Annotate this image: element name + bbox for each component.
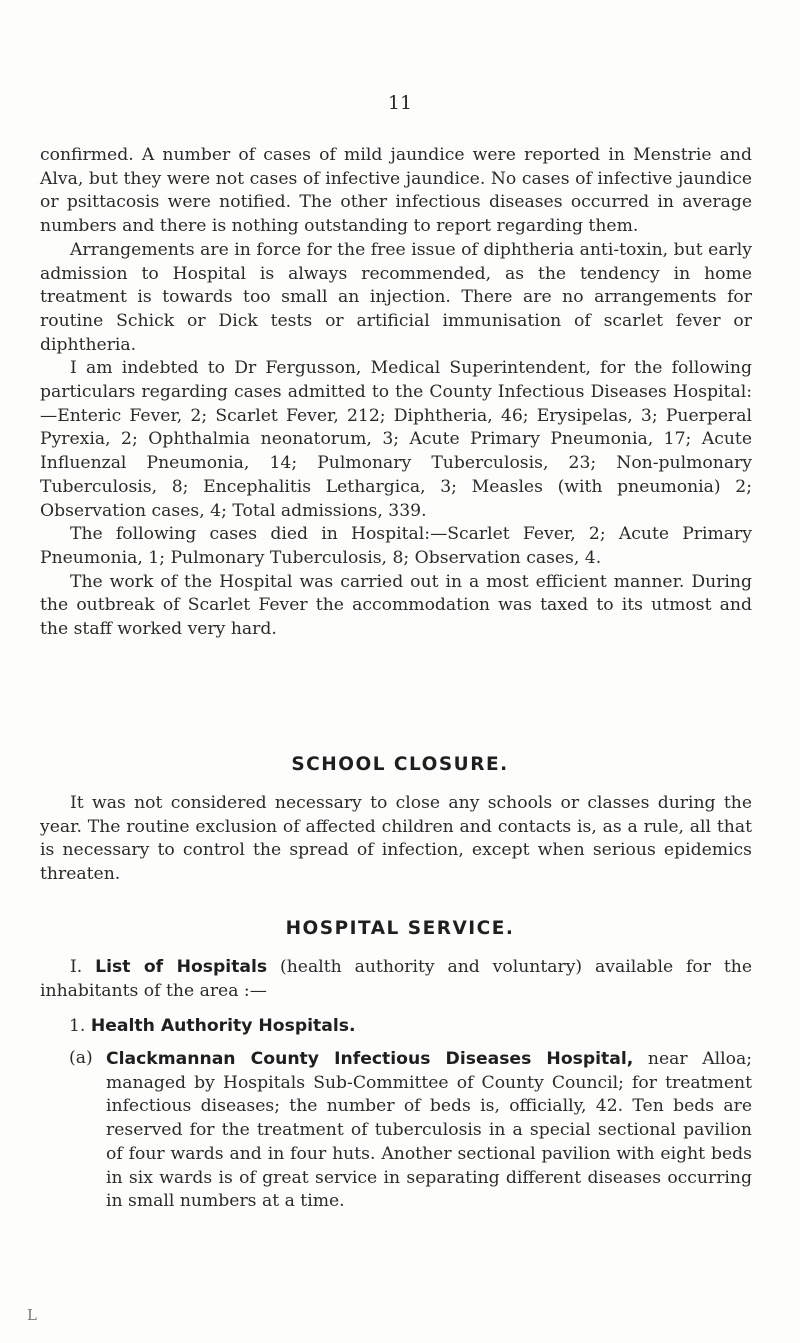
health-authority-hospitals-title: Health Authority Hospitals. xyxy=(90,1016,356,1036)
clackmannan-hospital-entry xyxy=(106,1048,752,1214)
paragraph-deaths: The following cases died in Hospital:—Scarlet Fever, 2; Acute Primary Pneumonia, 1; Pulmonary Tuberculosis, 8; Observation cases, 4. xyxy=(40,524,752,568)
heading-school-closure: SCHOOL CLOSURE. xyxy=(291,754,509,775)
paragraph-school-closure: It was not considered necessary to close any schools or classes during the year. The routine exclusion of affected children and contacts is, as a rule, all that is necessary to control the spread of infection, except when serious epidemics threaten. xyxy=(40,793,752,885)
list-of-hospitals-text: (health authority and voluntary) available for the inhabitants of the area :— xyxy=(40,957,753,1001)
item-number-1: 1. xyxy=(69,1016,86,1036)
item-marker-a: (a) xyxy=(69,1048,93,1068)
list-hospitals-intro xyxy=(40,956,752,1003)
heading-hospital-service: HOSPITAL SERVICE. xyxy=(285,918,515,939)
health-authority-hospitals-line xyxy=(69,1015,356,1039)
paragraph-diphtheria-antitoxin: Arrangements are in force for the free issue of diphtheria anti-toxin, but early admission to Hospital is always recommended, as the tendency in home treatment is towards too small an injection. There are no arrangements for routine Schick or Dick tests or artificial immunisation of scarlet fever or diphtheria. xyxy=(40,239,752,355)
paragraph-hospital-work: The work of the Hospital was carried out in a most efficient manner. During the outbreak of Scarlet Fever the accommodation was taxed to its utmost and the staff worked very hard. xyxy=(40,571,752,640)
body-text-school-closure xyxy=(40,792,752,887)
item-number-I: I. xyxy=(70,957,83,977)
body-text-top xyxy=(40,144,752,642)
clackmannan-hospital-title: Clackmannan County Infectious Diseases Hospital, xyxy=(106,1049,634,1069)
corner-mark: L xyxy=(27,1306,37,1324)
list-of-hospitals-title: List of Hospitals xyxy=(95,957,268,977)
paragraph-admissions: I am indebted to Dr Fergusson, Medical Superintendent, for the following particulars regarding cases admitted to the County Infectious Diseases Hospital:—Enteric Fever, 2; Scarlet Fever, 212; Diphtheria, 46; Erysipelas, 3; Puerperal Pyrexia, 2; Ophthalmia neonatorum, 3; Acute Primary Pneumonia, 17; Acute Influenzal Pneumonia, 14; Pulmonary Tuberculosis, 23; Non-pulmonary Tuberculosis, 8; Encephalitis Lethargica, 3; Measles (with pneumonia) 2; Observation cases, 4; Total admissions, 339. xyxy=(40,358,752,521)
paragraph-jaundice: confirmed. A number of cases of mild jaundice were reported in Menstrie and Alva, but they were not cases of infective jaundice. No cases of infective jaundice or psittacosis were notified. The other infectious diseases occurred in average numbers and there is nothing outstanding to report regarding them. xyxy=(40,145,752,237)
page-number: 11 xyxy=(387,92,413,114)
clackmannan-hospital-text: near Alloa; managed by Hospitals Sub-Committee of County Council; for treatment infectious diseases; the number of beds is, officially, 42. Ten beds are reserved for the treatment of tuberculosis in a special sectional pavilion of four wards and in four huts. Another sectional pavilion with eight beds in six wards is of great service in separating different diseases occurring in small numbers at a time. xyxy=(106,1049,753,1212)
